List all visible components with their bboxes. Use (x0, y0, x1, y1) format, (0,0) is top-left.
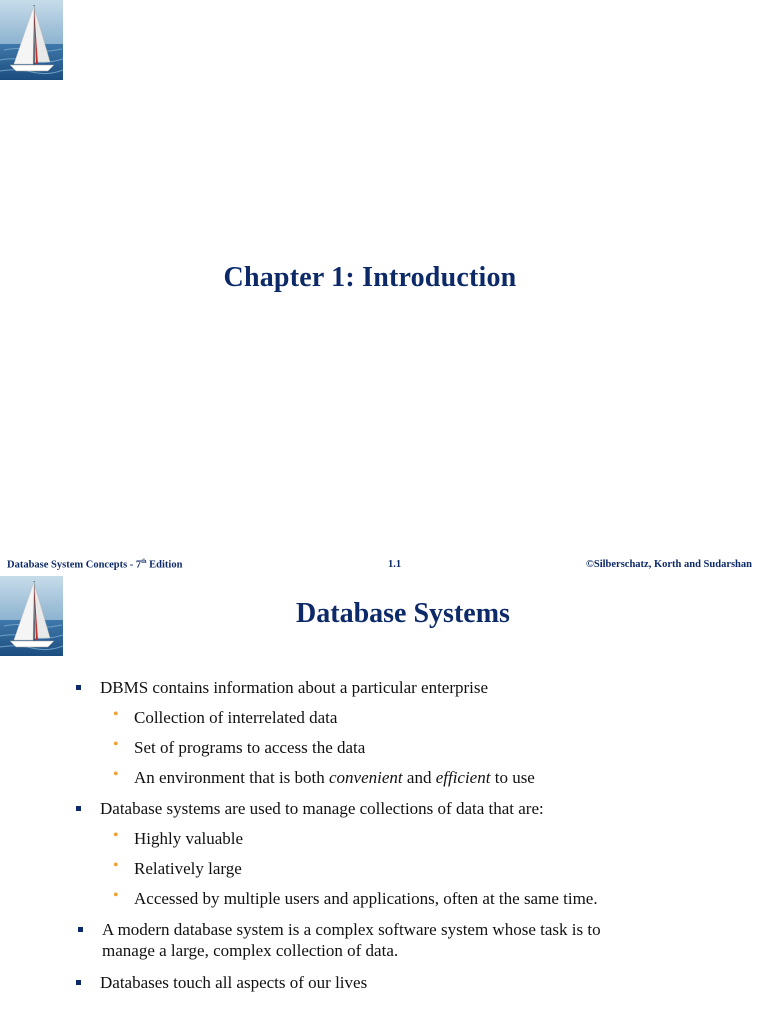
bullet-emphasis: convenient (329, 768, 403, 787)
slide-2 (0, 576, 768, 1024)
dot-bullet-icon: • (113, 857, 119, 874)
bullet-text-line: manage a large, complex collection of data. (102, 941, 399, 960)
bullet-item (100, 972, 367, 993)
sub-bullet-item (113, 827, 244, 849)
bullet-text: Set of programs to access the data (134, 738, 366, 757)
bullet-text-line: A modern database system is a complex software system whose task is to (102, 920, 601, 939)
sub-bullet-item (113, 857, 242, 879)
square-bullet-icon (78, 927, 83, 932)
bullet-emphasis: efficient (435, 768, 491, 787)
footer-book-title-text: Database System Concepts - 7 (7, 559, 142, 571)
bullet-text: DBMS contains information about a particular enterprise (100, 678, 489, 697)
footer-slide-number: 1.1 (388, 559, 402, 570)
bullet-text: An environment that is both (134, 768, 330, 787)
dot-bullet-icon: • (113, 827, 119, 844)
square-bullet-icon (76, 685, 81, 690)
dot-bullet-icon: • (113, 887, 119, 904)
bullet-text: Accessed by multiple users and applications, often at the same time. (134, 889, 598, 908)
bullet-item (100, 677, 488, 698)
bullet-text: Relatively large (134, 859, 242, 878)
bullet-text: to use (490, 768, 535, 787)
square-bullet-icon (76, 980, 81, 985)
bullet-text: Database systems are used to manage collections of data that are: (100, 799, 544, 818)
chapter-title: Chapter 1: Introduction (223, 262, 517, 293)
slide-footer (0, 557, 768, 573)
bullet-text: and (402, 768, 436, 787)
footer-book-title-sup: th (141, 559, 147, 565)
slide-title: Database Systems (296, 598, 510, 629)
footer-copyright: ©Silberschatz, Korth and Sudarshan (586, 559, 752, 570)
bullet-item (102, 919, 601, 961)
dot-bullet-icon: • (113, 736, 119, 753)
square-bullet-icon (76, 806, 81, 811)
dot-bullet-icon: • (113, 706, 119, 723)
footer-book-title (7, 559, 182, 571)
sub-bullet-item (113, 766, 535, 788)
bullet-text: Highly valuable (134, 829, 244, 848)
sailboat-logo-icon (0, 0, 63, 80)
footer-book-title-suffix: Edition (146, 559, 183, 571)
dot-bullet-icon: • (113, 766, 119, 783)
sub-bullet-item (113, 887, 598, 909)
bullet-text: Databases touch all aspects of our lives (100, 973, 368, 992)
bullet-text: Collection of interrelated data (134, 708, 338, 727)
bullet-item (100, 798, 544, 819)
sub-bullet-item (113, 736, 366, 758)
sub-bullet-item (113, 706, 338, 728)
